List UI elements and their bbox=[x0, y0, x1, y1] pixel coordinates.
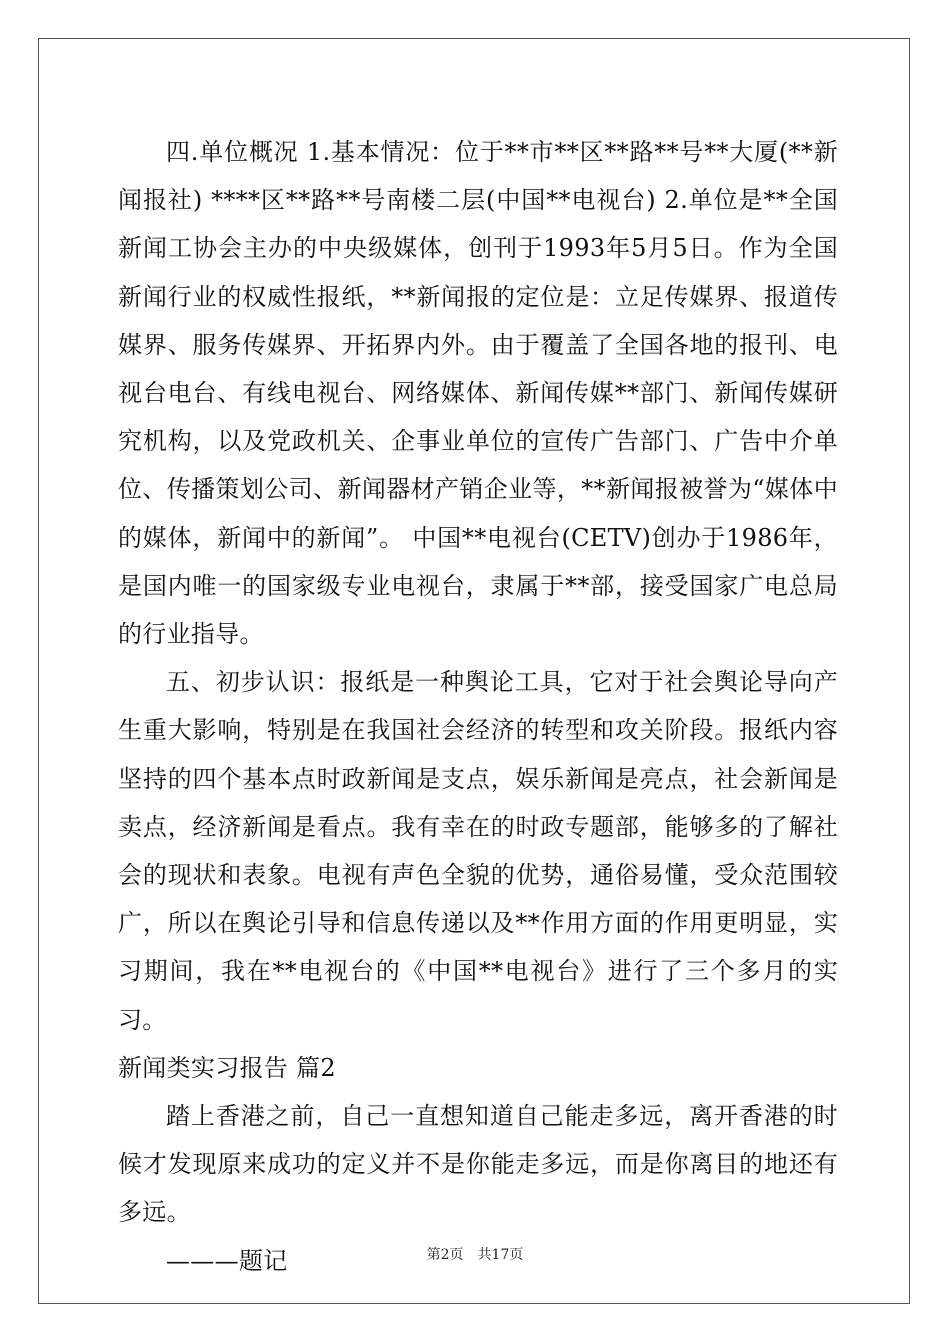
page-footer: 第2页 共17页 bbox=[426, 1247, 524, 1263]
paragraph-epigraph: 踏上香港之前，自己一直想知道自己能走多远，离开香港的时候才发现原来成功的定义并不是你能走多远，而是你离目的地还有多远。 bbox=[118, 1102, 838, 1227]
paragraph-initial-understanding: 五、初步认识：报纸是一种舆论工具，它对于社会舆论导向产生重大影响，特别是在我国社会经济的转型和攻关阶段。报纸内容坚持的四个基本点时政新闻是支点，娱乐新闻是亮点，社会新闻是卖点，经济新闻是看点。我有幸在的时政专题部，能够多的了解社会的现状和表象。电视有声色全貌的优势，通俗易懂，受众范围较广，所以在舆论引导和信息传递以及**作用方面的作用更明显，实习期间，我在**电视台的《中国**电视台》进行了三个多月的实习。 bbox=[118, 668, 838, 1034]
epigraph-signoff: ———题记 bbox=[166, 1246, 288, 1275]
section-heading: 新闻类实习报告 篇2 bbox=[118, 1053, 336, 1082]
document-body bbox=[118, 128, 838, 1285]
paragraph-unit-overview: 四.单位概况 1.基本情况：位于**市**区**路**号**大厦(**新闻报社) ****区**路**号南楼二层(中国**电视台) 2.单位是**全国新闻工协会主办的中央级媒体，创刊于1993年5月5日。作为全国新闻行业的权威性报纸，**新闻报的定位是：立足传媒界、报道传媒界、服务传媒界、开拓界内外。由于覆盖了全国各地的报刊、电视台电台、有线电视台、网络媒体、新闻传媒**部门、新闻传媒研究机构，以及党政机关、企事业单位的宣传广告部门、广告中介单位、传播策划公司、新闻器材产销企业等，**新闻报被誉为“媒体中的媒体，新闻中的新闻”。 中国**电视台(CETV)创办于1986年，是国内唯一的国家级专业电视台，隶属于**部，接受国家广电总局的行业指导。 bbox=[118, 138, 838, 649]
